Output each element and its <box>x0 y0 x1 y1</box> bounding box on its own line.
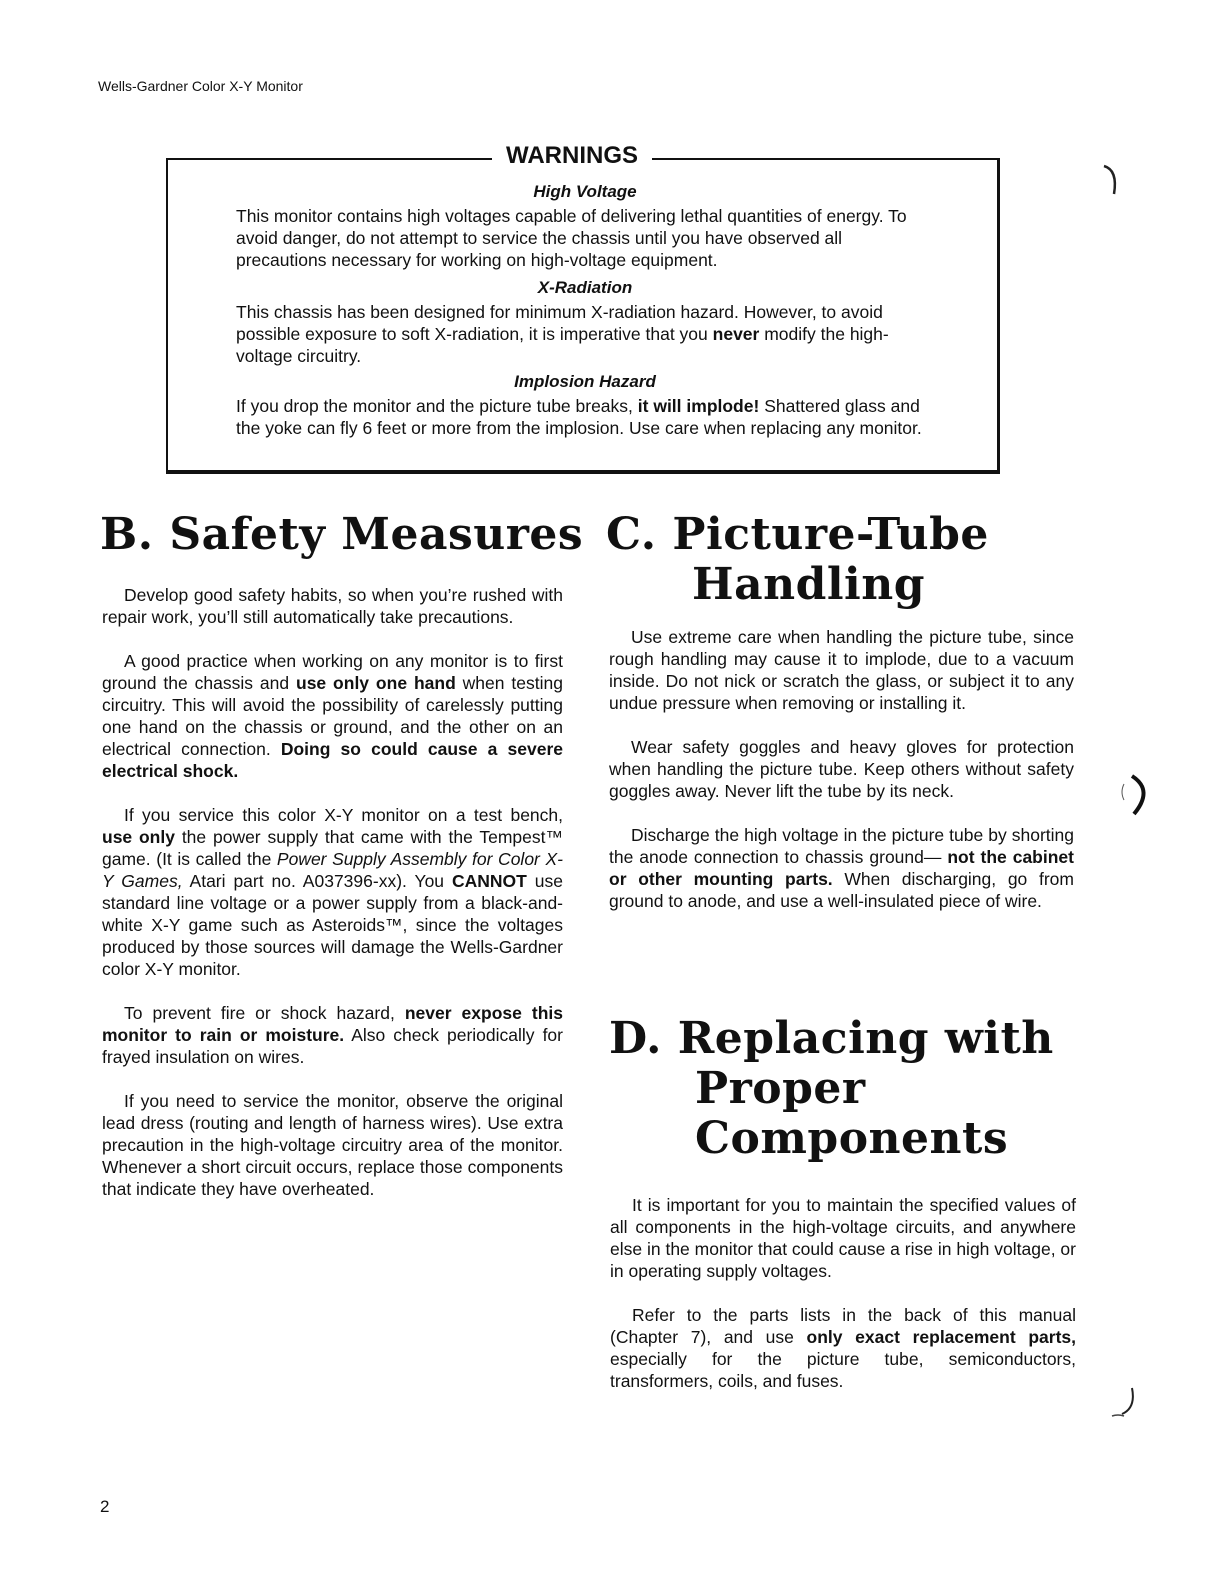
section-d-body <box>610 1194 1076 1392</box>
high-voltage-text: This monitor contains high voltages capable of delivering lethal quantities of energy. To avoid danger, do not attempt to service the chassis until you have observed all precautions necessary for working on high-voltage equipment. <box>236 206 907 270</box>
section-d-letter: D. <box>609 1013 662 1064</box>
warnings-title: WARNINGS <box>492 142 652 170</box>
binder-hole-mark-icon <box>1108 1384 1142 1426</box>
section-c-letter: C. <box>606 509 657 560</box>
section-b-title: Safety Measures <box>169 509 584 560</box>
high-voltage-heading: High Voltage <box>533 182 637 201</box>
binder-hole-mark-icon <box>1120 768 1160 820</box>
section-c-heading <box>606 510 989 610</box>
implosion-text: If you drop the monitor and the picture tube breaks, it will implode! Shattered glass and the yoke can fly 6 feet or more from the implosion. Use care when replacing any monitor. <box>236 396 922 438</box>
x-radiation-heading: X-Radiation <box>537 278 633 297</box>
section-b-para-4: To prevent fire or shock hazard, never expose this monitor to rain or moisture. Also check periodically for frayed insulation on wires. <box>102 1003 563 1067</box>
section-c-para-3: Discharge the high voltage in the picture tube by shorting the anode connection to chassis ground— not the cabinet or other mounting parts. When discharging, go from ground to anode, and use a well-insulated piece of wire. <box>609 825 1074 911</box>
section-b-para-3: If you service this color X-Y monitor on a test bench, use only the power supply that came with the Tempest™ game. (It is called the Power Supply Assembly for Color X-Y Games, Atari part no. A037396-xx). You CANNOT use standard line voltage or a power supply from a black-and-white X-Y game such as Asteroids™, since the voltages produced by those sources will damage the Wells-Gardner color X-Y monitor. <box>102 805 563 979</box>
section-d-title-line-2: Proper <box>695 1063 866 1114</box>
section-d-para-1: It is important for you to maintain the specified values of all components in the high-voltage circuits, and anywhere else in the monitor that could cause a rise in high voltage, or in operating supply voltages. <box>610 1195 1076 1281</box>
section-d-title-line-3: Components <box>695 1113 1009 1164</box>
section-d-heading <box>609 1014 1054 1164</box>
section-b-para-5: If you need to service the monitor, observe the original lead dress (routing and length of harness wires). Use extra precaution in the high-voltage circuitry area of the monitor. Whenever a short circuit occurs, replace those components that indicate they have overheated. <box>102 1091 563 1199</box>
section-c-para-1: Use extreme care when handling the picture tube, since rough handling may cause it to implode, due to a vacuum inside. Do not nick or scratch the glass, or subject it to any undue pressure when removing or installing it. <box>609 627 1074 713</box>
section-b-para-2: A good practice when working on any monitor is to first ground the chassis and use only one hand when testing circuitry. This will avoid the possibility of carelessly putting one hand on the chassis or ground, and the other on an electrical connection. Doing so could cause a severe electrical shock. <box>102 651 563 781</box>
section-d-title-line-1: Replacing with <box>677 1013 1054 1064</box>
section-c-body <box>609 626 1074 912</box>
section-c-title-line-2: Handling <box>692 559 926 610</box>
implosion-heading: Implosion Hazard <box>514 372 656 391</box>
x-radiation-text: This chassis has been designed for minimum X-radiation hazard. However, to avoid possible exposure to soft X-radiation, it is imperative that you never modify the high-voltage circuitry. <box>236 302 889 366</box>
section-b-heading <box>100 510 583 560</box>
section-d-para-2: Refer to the parts lists in the back of this manual (Chapter 7), and use only exact replacement parts, especially for the picture tube, semiconductors, transformers, coils, and fuses. <box>610 1305 1076 1391</box>
section-b-para-1: Develop good safety habits, so when you’re rushed with repair work, you’ll still automatically take precautions. <box>102 585 563 627</box>
section-b-body <box>102 584 563 1222</box>
warnings-box <box>166 158 1000 474</box>
page-number: 2 <box>100 1497 110 1516</box>
section-b-letter: B. <box>100 509 154 560</box>
section-c-title-line-1: Picture-Tube <box>672 509 989 560</box>
section-c-para-2: Wear safety goggles and heavy gloves for protection when handling the picture tube. Keep others without safety goggles away. Never lift the tube by its neck. <box>609 737 1074 801</box>
running-header: Wells-Gardner Color X-Y Monitor <box>98 78 303 94</box>
binder-hole-mark-icon <box>1100 160 1130 200</box>
